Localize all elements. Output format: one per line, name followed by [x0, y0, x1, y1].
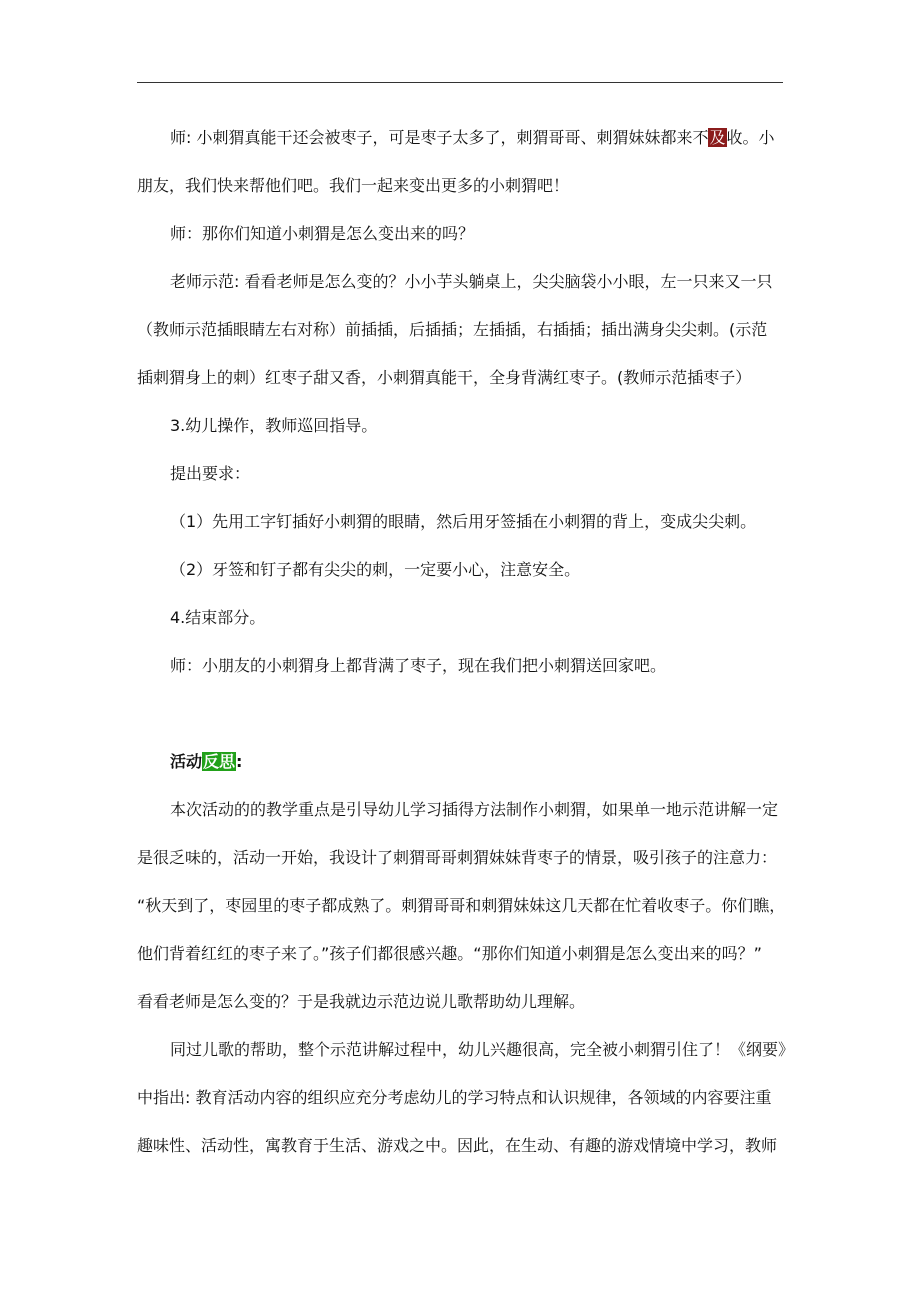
section-heading: 活动反思: [170, 752, 243, 771]
highlighted-heading-word: 反思 [203, 752, 236, 771]
text-line: 插刺猬身上的刺）红枣子甜又香，小刺猬真能干，全身背满红枣子。(教师示范插枣子） [137, 368, 752, 387]
text-line: “秋天到了，枣园里的枣子都成熟了。刺猬哥哥和刺猬妹妹这几天都在忙着收枣子。你们瞧， [137, 896, 786, 915]
text-line: 师：那你们知道小刺猬是怎么变出来的吗？ [170, 224, 475, 243]
text-line: 提出要求： [170, 464, 251, 483]
text-line: （2）牙签和钉子都有尖尖的刺，一定要小心，注意安全。 [170, 560, 581, 579]
text-line: 3.幼儿操作，教师巡回指导。 [170, 416, 378, 435]
text-line: 趣味性、活动性，寓教育于生活、游戏之中。因此，在生动、有趣的游戏情境中学习，教师 [137, 1136, 778, 1155]
text-line: 他们背着红红的枣子来了。”孩子们都很感兴趣。“那你们知道小刺猬是怎么变出来的吗？” [137, 944, 762, 963]
text-line: 师：小朋友的小刺猬身上都背满了枣子，现在我们把小刺猬送回家吧。 [170, 656, 667, 675]
text-line: 本次活动的的教学重点是引导幼儿学习插得方法制作小刺猬，如果单一地示范讲解一定 [170, 800, 779, 819]
header-rule [137, 82, 783, 83]
text-line: （教师示范插眼睛左右对称）前插插，后插插；左插插，右插插；插出满身尖尖刺。(示范 [137, 320, 768, 339]
text-line: 朋友，我们快来帮他们吧。我们一起来变出更多的小刺猬吧！ [137, 176, 570, 195]
text-line: 同过儿歌的帮助，整个示范讲解过程中，幼儿兴趣很高，完全被小刺猬引住了！《纲要》 [170, 1040, 795, 1059]
text-line: 4.结束部分。 [170, 608, 266, 627]
highlighted-char: 及 [709, 128, 726, 147]
text-line: 师: 小刺猬真能干还会被枣子，可是枣子太多了，刺猬哥哥、刺猬妹妹都来不及收。小 [170, 128, 775, 147]
text-line: 老师示范: 看看老师是怎么变的？小小芋头躺桌上，尖尖脑袋小小眼，左一只来又一只 [170, 272, 773, 291]
text-line: （1）先用工字钉插好小刺猬的眼睛，然后用牙签插在小刺猬的背上，变成尖尖刺。 [170, 512, 757, 531]
text-line: 中指出: 教育活动内容的组织应充分考虑幼儿的学习特点和认识规律，各领域的内容要注重 [137, 1088, 772, 1107]
text-line: 看看老师是怎么变的？于是我就边示范边说儿歌帮助幼儿理解。 [137, 992, 586, 1011]
text-line: 是很乏味的，活动一开始，我设计了刺猬哥哥刺猬妹妹背枣子的情景，吸引孩子的注意力： [137, 848, 778, 867]
